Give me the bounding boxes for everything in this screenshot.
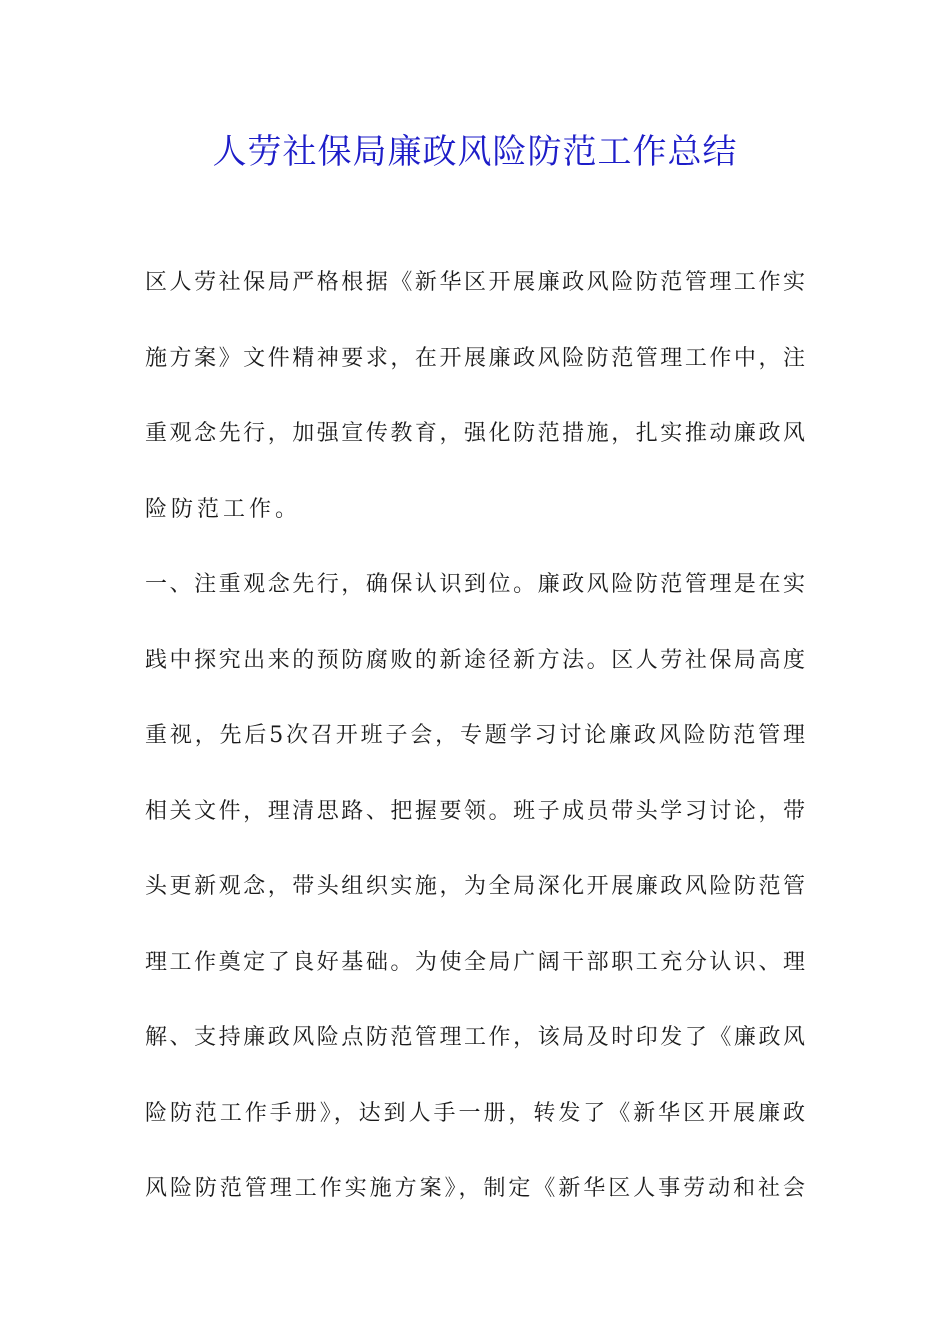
text-line-content: 施方案》文件精神要求，在开展廉政风险防范管理工作中，注 [145, 345, 808, 371]
document-body [145, 263, 808, 1245]
text-line [145, 414, 808, 490]
text-line-content: 区人劳社保局严格根据《新华区开展廉政风险防范管理工作实 [145, 270, 808, 295]
text-line [145, 1094, 808, 1170]
text-line [145, 1169, 808, 1245]
text-line-content: 一、注重观念先行，确保认识到位。廉政风险防范管理是在实 [145, 572, 808, 597]
text-line [145, 792, 808, 868]
text-line [145, 943, 808, 1019]
text-line-content: 险防范工作。 [145, 496, 302, 522]
text-line [145, 565, 808, 641]
text-line [145, 867, 808, 943]
text-line [145, 490, 805, 566]
text-line [145, 339, 808, 415]
document-title: 人劳社保局廉政风险防范工作总结 [212, 132, 738, 172]
text-line-content: 头更新观念，带头组织实施，为全局深化开展廉政风险防范管 [145, 874, 808, 899]
text-line-content: 相关文件，理清思路、把握要领。班子成员带头学习讨论，带 [145, 798, 808, 824]
text-line-content: 重观念先行，加强宣传教育，强化防范措施，扎实推动廉政风 [145, 421, 808, 446]
text-line-content: 践中探究出来的预防腐败的新途径新方法。区人劳社保局高度 [145, 647, 808, 673]
text-line-content: 解、支持廉政风险点防范管理工作，该局及时印发了《廉政风 [145, 1025, 808, 1050]
text-line-content: 风险防范管理工作实施方案》，制定《新华区人事劳动和社会 [145, 1176, 808, 1201]
text-line [145, 716, 808, 792]
text-line [145, 263, 808, 339]
text-line-content: 理工作奠定了良好基础。为使全局广阔干部职工充分认识、理 [145, 949, 808, 975]
text-line-content: 重视，先后5次召开班子会，专题学习讨论廉政风险防范管理 [145, 723, 808, 748]
text-line-content: 险防范工作手册》，达到人手一册，转发了《新华区开展廉政 [145, 1100, 808, 1126]
text-line [145, 1018, 808, 1094]
text-line [145, 641, 808, 717]
